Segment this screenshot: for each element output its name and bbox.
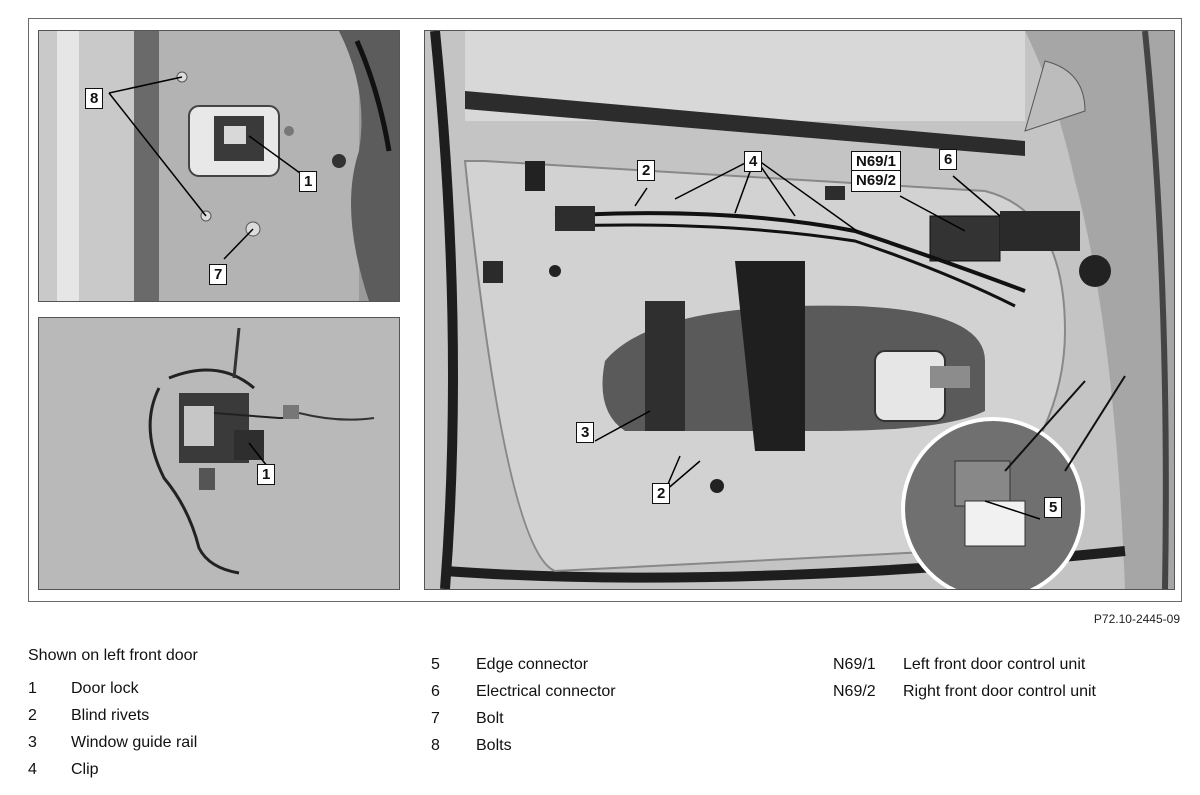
figure-reference-code: P72.10-2445-09 — [1093, 612, 1180, 626]
callout-n69-2: N69/2 — [851, 170, 901, 192]
legend-label: Edge connector — [476, 656, 589, 673]
figure-frame — [28, 18, 1182, 602]
legend-label: Bolts — [476, 737, 512, 754]
legend-item — [431, 705, 616, 732]
callout-5: 5 — [1044, 497, 1062, 518]
legend-number: N69/1 — [833, 656, 876, 673]
legend-number: 7 — [431, 710, 440, 727]
legend-number: 3 — [28, 734, 37, 751]
callout-n69-1: N69/1 — [851, 151, 901, 173]
legend-column-1 — [28, 645, 198, 783]
callout-3: 3 — [576, 422, 594, 443]
photo-door-lock-installed — [38, 30, 400, 302]
legend-label: Clip — [71, 761, 99, 778]
photo-door-lock-removed — [38, 317, 400, 590]
legend-label: Electrical connector — [476, 683, 616, 700]
legend-number: 5 — [431, 656, 440, 673]
callout-1-removed: 1 — [257, 464, 275, 485]
legend-label: Left front door control unit — [903, 656, 1086, 673]
legend-label: Window guide rail — [71, 734, 198, 751]
legend-column-3 — [833, 651, 1096, 705]
legend-item — [28, 756, 198, 783]
legend-item — [28, 702, 198, 729]
legend-item — [431, 732, 616, 759]
callout-2-lower: 2 — [652, 483, 670, 504]
legend-label: Right front door control unit — [903, 683, 1096, 700]
legend-number: 4 — [28, 761, 37, 778]
legend-number: 8 — [431, 737, 440, 754]
photo-door-inner-panel — [424, 30, 1175, 590]
legend-number: 6 — [431, 683, 440, 700]
legend-item — [833, 651, 1096, 678]
legend-number: 1 — [28, 680, 37, 697]
callout-1-installed: 1 — [299, 171, 317, 192]
callout-2-upper: 2 — [637, 160, 655, 181]
legend-label: Blind rivets — [71, 707, 150, 724]
legend-label: Door lock — [71, 680, 139, 697]
legend-label: Bolt — [476, 710, 504, 727]
legend-item — [431, 678, 616, 705]
callout-8: 8 — [85, 88, 103, 109]
legend-item — [833, 678, 1096, 705]
callout-4: 4 — [744, 151, 762, 172]
legend-item — [431, 651, 616, 678]
legend-heading: Shown on left front door — [28, 647, 198, 664]
legend-number: 2 — [28, 707, 37, 724]
callout-7: 7 — [209, 264, 227, 285]
legend-item — [28, 675, 198, 702]
legend-item — [28, 729, 198, 756]
callout-6: 6 — [939, 149, 957, 170]
legend-number: N69/2 — [833, 683, 876, 700]
legend-column-2 — [431, 651, 616, 759]
